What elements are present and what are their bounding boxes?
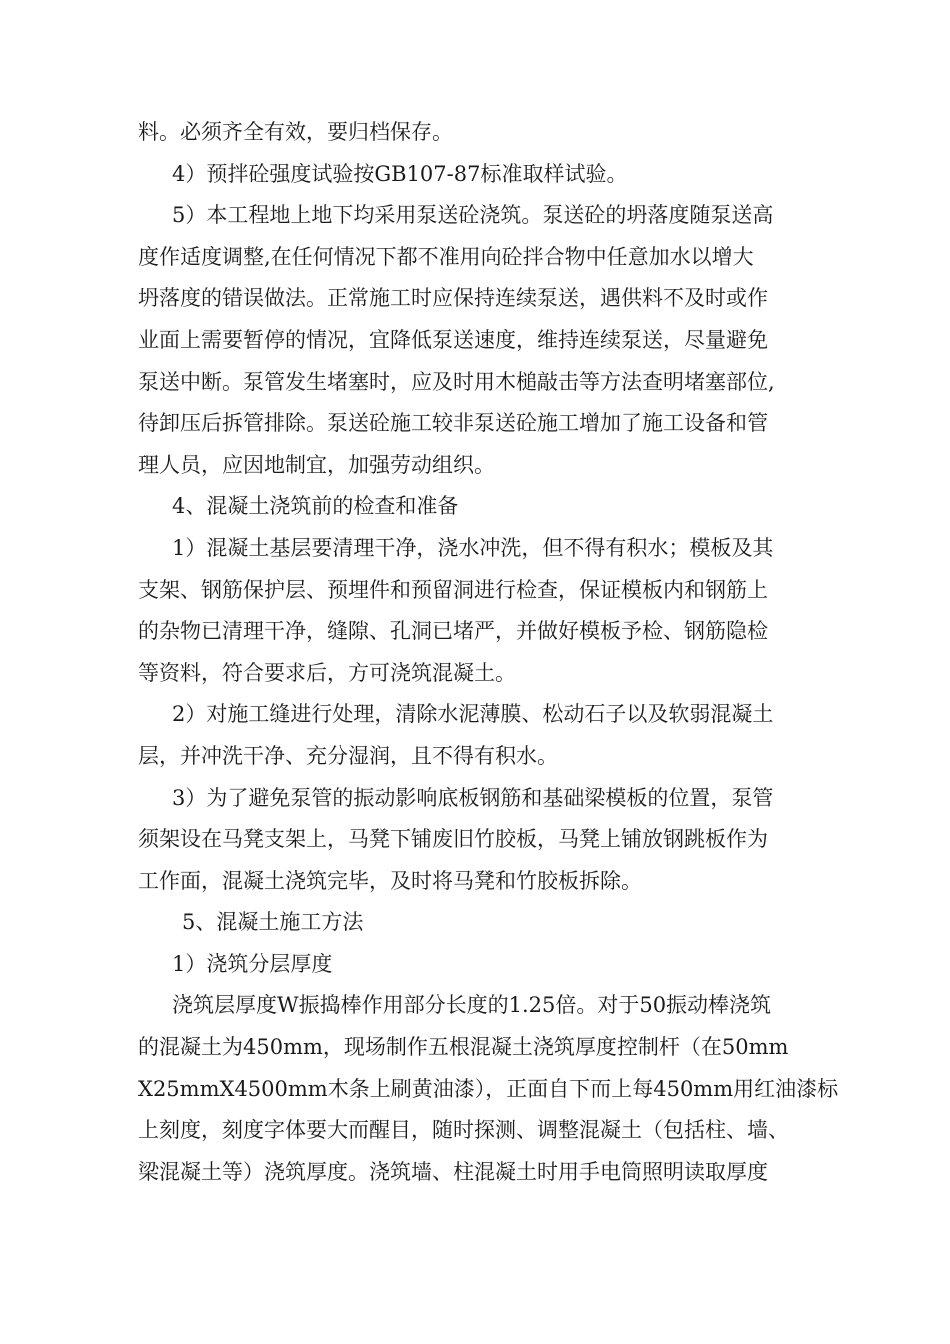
body-text	[138, 112, 839, 1193]
text-line: 待卸压后拆管排除。泵送砼施工较非泵送砼施工增加了施工设备和管	[138, 411, 768, 436]
section-heading: 4、混凝土浇筑前的检查和准备	[172, 494, 459, 519]
text-line: 层，并冲洗干净、充分湿润，且不得有积水。	[138, 743, 558, 768]
text-line: 梁混凝土等）浇筑厚度。浇筑墙、柱混凝土时用手电筒照明读取厚度	[138, 1159, 768, 1184]
text-line: 度作适度调整,在任何情况下都不准用向砼拌合物中任意加水以增大	[138, 244, 754, 269]
text-line: 1）混凝土基层要清理干净，浇水冲洗，但不得有积水；模板及其	[172, 535, 774, 560]
subsection-heading: 1）浇筑分层厚度	[172, 951, 333, 976]
text-line: 浇筑层厚度W振捣棒作用部分长度的1.25倍。对于50振动棒浇筑	[172, 993, 772, 1018]
text-line: 工作面，混凝土浇筑完毕，及时将马凳和竹胶板拆除。	[138, 868, 642, 893]
text-line: 支架、钢筋保护层、预埋件和预留洞进行检查，保证模板内和钢筋上	[138, 577, 768, 602]
text-line: 料。必须齐全有效，要归档保存。	[138, 120, 453, 144]
text-line: 理人员，应因地制宜，加强劳动组织。	[138, 452, 495, 477]
text-line: 须架设在马凳支架上，马凳下铺废旧竹胶板，马凳上铺放钢跳板作为	[138, 827, 768, 852]
text-line: 5）本工程地上地下均采用泵送砼浇筑。泵送砼的坍落度随泵送高	[172, 203, 774, 228]
section-heading: 5、混凝土施工方法	[182, 910, 364, 935]
text-line: 泵送中断。泵管发生堵塞时，应及时用木槌敲击等方法查明堵塞部位,	[138, 369, 775, 394]
text-line: 3）为了避免泵管的振动影响底板钢筋和基础梁模板的位置，泵管	[172, 785, 774, 810]
text-line: 上刻度，刻度字体要大而醒目，随时探测、调整混凝土（包括柱、墙、	[138, 1118, 789, 1143]
text-line: 的杂物已清理干净，缝隙、孔洞已堵严，并做好模板予检、钢筋隐检	[138, 619, 768, 644]
text-line: 4）预拌砼强度试验按GB107-87标准取样试验。	[172, 161, 628, 186]
text-line: 等资料，符合要求后，方可浇筑混凝土。	[138, 660, 516, 685]
text-line: 的混凝土为450mm，现场制作五根混凝土浇筑厚度控制杆（在50mm	[138, 1035, 789, 1060]
text-line: 坍落度的错误做法。正常施工时应保持连续泵送，遇供料不及时或作	[138, 286, 768, 311]
text-line: 2）对施工缝进行处理，清除水泥薄膜、松动石子以及软弱混凝土	[172, 702, 774, 727]
text-line: 业面上需要暂停的情况，宜降低泵送速度，维持连续泵送，尽量避免	[138, 327, 768, 352]
text-line: X25mmX4500mm木条上刷黄油漆），正面自下而上每450mm用红油漆标	[138, 1076, 839, 1101]
